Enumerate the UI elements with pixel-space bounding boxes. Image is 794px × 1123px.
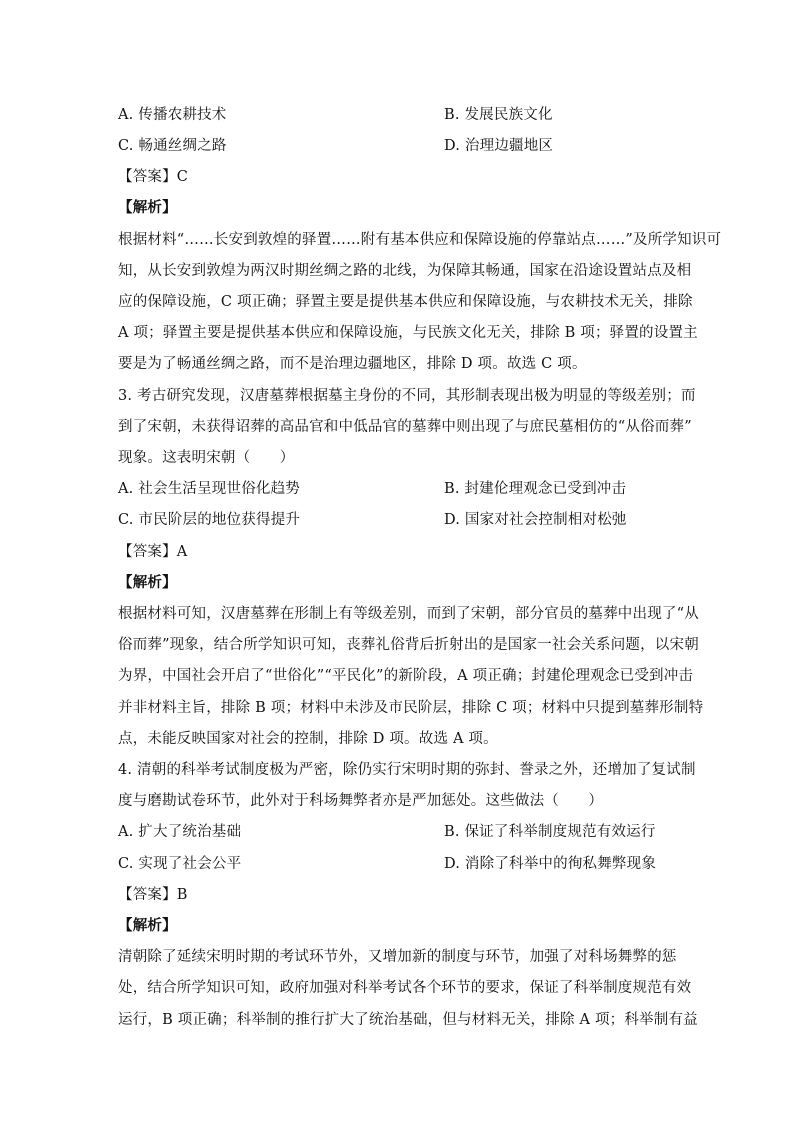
q3-analysis-label: 【解析】 (118, 574, 177, 591)
q4-analysis-line: 处，结合所学知识可知，政府加强对科举考试各个环节的要求，保证了科举制度规范有效 (118, 980, 692, 996)
q3-stem-line: 到了宋朝，未获得诏葬的高品官和中低品官的墓葬中则出现了与庶民墓相仿的“从俗而葬” (118, 419, 692, 435)
q2-option-c: C. 畅通丝绸之路 (118, 138, 227, 154)
q4-stem-line: 4. 清朝的科举考试制度极为严密，除仍实行宋明时期的弥封、誊录之外，还增加了复试制 (118, 762, 696, 778)
q4-analysis-label: 【解析】 (118, 917, 177, 934)
q2-analysis-line: 知，从长安到敦煌为两汉时期丝绸之路的北线，为保障其畅通，国家在沿途设置站点及相 (118, 263, 692, 279)
q2-option-a: A. 传播农耕技术 (118, 107, 227, 123)
q2-analysis-line: 应的保障设施，C 项正确；驿置主要是提供基本供应和保障设施，与农耕技术无关，排除 (118, 294, 693, 310)
q3-stem-line: 3. 考古研究发现，汉唐墓葬根据墓主身份的不同，其形制表现出极为明显的等级差别；而 (118, 388, 696, 404)
q3-option-b: B. 封建伦理观念已受到冲击 (444, 481, 627, 497)
q4-option-d: D. 消除了科举中的徇私舞弊现象 (444, 856, 657, 872)
q3-analysis-line: 并非材料主旨，排除 B 项；材料中未涉及市民阶层，排除 C 项；材料中只提到墓葬形制特 (118, 700, 704, 716)
q2-analysis-line: A 项；驿置主要是提供基本供应和保障设施，与民族文化无关，排除 B 项；驿置的设置主 (118, 325, 698, 341)
q3-option-c: C. 市民阶层的地位获得提升 (118, 512, 301, 528)
q3-analysis-line: 为界，中国社会开启了“世俗化”“平民化”的新阶段，A 项正确；封建伦理观念已受到冲击 (118, 668, 694, 684)
q3-stem-line: 现象。这表明宋朝（ ） (118, 450, 295, 466)
q2-analysis-label: 【解析】 (118, 199, 177, 216)
q4-stem-line: 度与磨勘试卷环节，此外对于科场舞弊者亦是严加惩处。这些做法（ ） (118, 793, 604, 809)
q4-option-b: B. 保证了科举制度规范有效运行 (444, 824, 656, 840)
q3-answer: 【答案】A (118, 544, 188, 560)
q2-analysis-line: 根据材料“……长安到敦煌的驿置……附有基本供应和保障设施的停靠站点……”及所学知识可 (118, 232, 722, 248)
q2-option-d: D. 治理边疆地区 (444, 138, 554, 154)
q4-analysis-line: 运行，B 项正确；科举制的推行扩大了统治基础，但与材料无关，排除 A 项；科举制有益 (118, 1012, 698, 1028)
q3-analysis-line: 俗而葬”现象，结合所学知识可知，丧葬礼俗背后折射出的是国家一社会关系问题，以宋朝 (118, 637, 699, 653)
q3-analysis-line: 根据材料可知，汉唐墓葬在形制上有等级差别，而到了宋朝，部分官员的墓葬中出现了“从 (118, 606, 699, 622)
q4-analysis-line: 清朝除了延续宋明时期的考试环节外，又增加新的制度与环节，加强了对科场舞弊的惩 (118, 949, 677, 965)
q2-option-b: B. 发展民族文化 (444, 107, 553, 123)
q3-option-d: D. 国家对社会控制相对松弛 (444, 512, 627, 528)
q2-answer: 【答案】C (118, 169, 189, 185)
q3-analysis-line: 点，未能反映国家对社会的控制，排除 D 项。故选 A 项。 (118, 731, 498, 747)
q2-analysis-line: 要是为了畅通丝绸之路，而不是治理边疆地区，排除 D 项。故选 C 项。 (118, 356, 587, 372)
q4-answer: 【答案】B (118, 887, 188, 903)
q4-option-a: A. 扩大了统治基础 (118, 824, 242, 840)
q4-option-c: C. 实现了社会公平 (118, 856, 242, 872)
q3-option-a: A. 社会生活呈现世俗化趋势 (118, 481, 300, 497)
